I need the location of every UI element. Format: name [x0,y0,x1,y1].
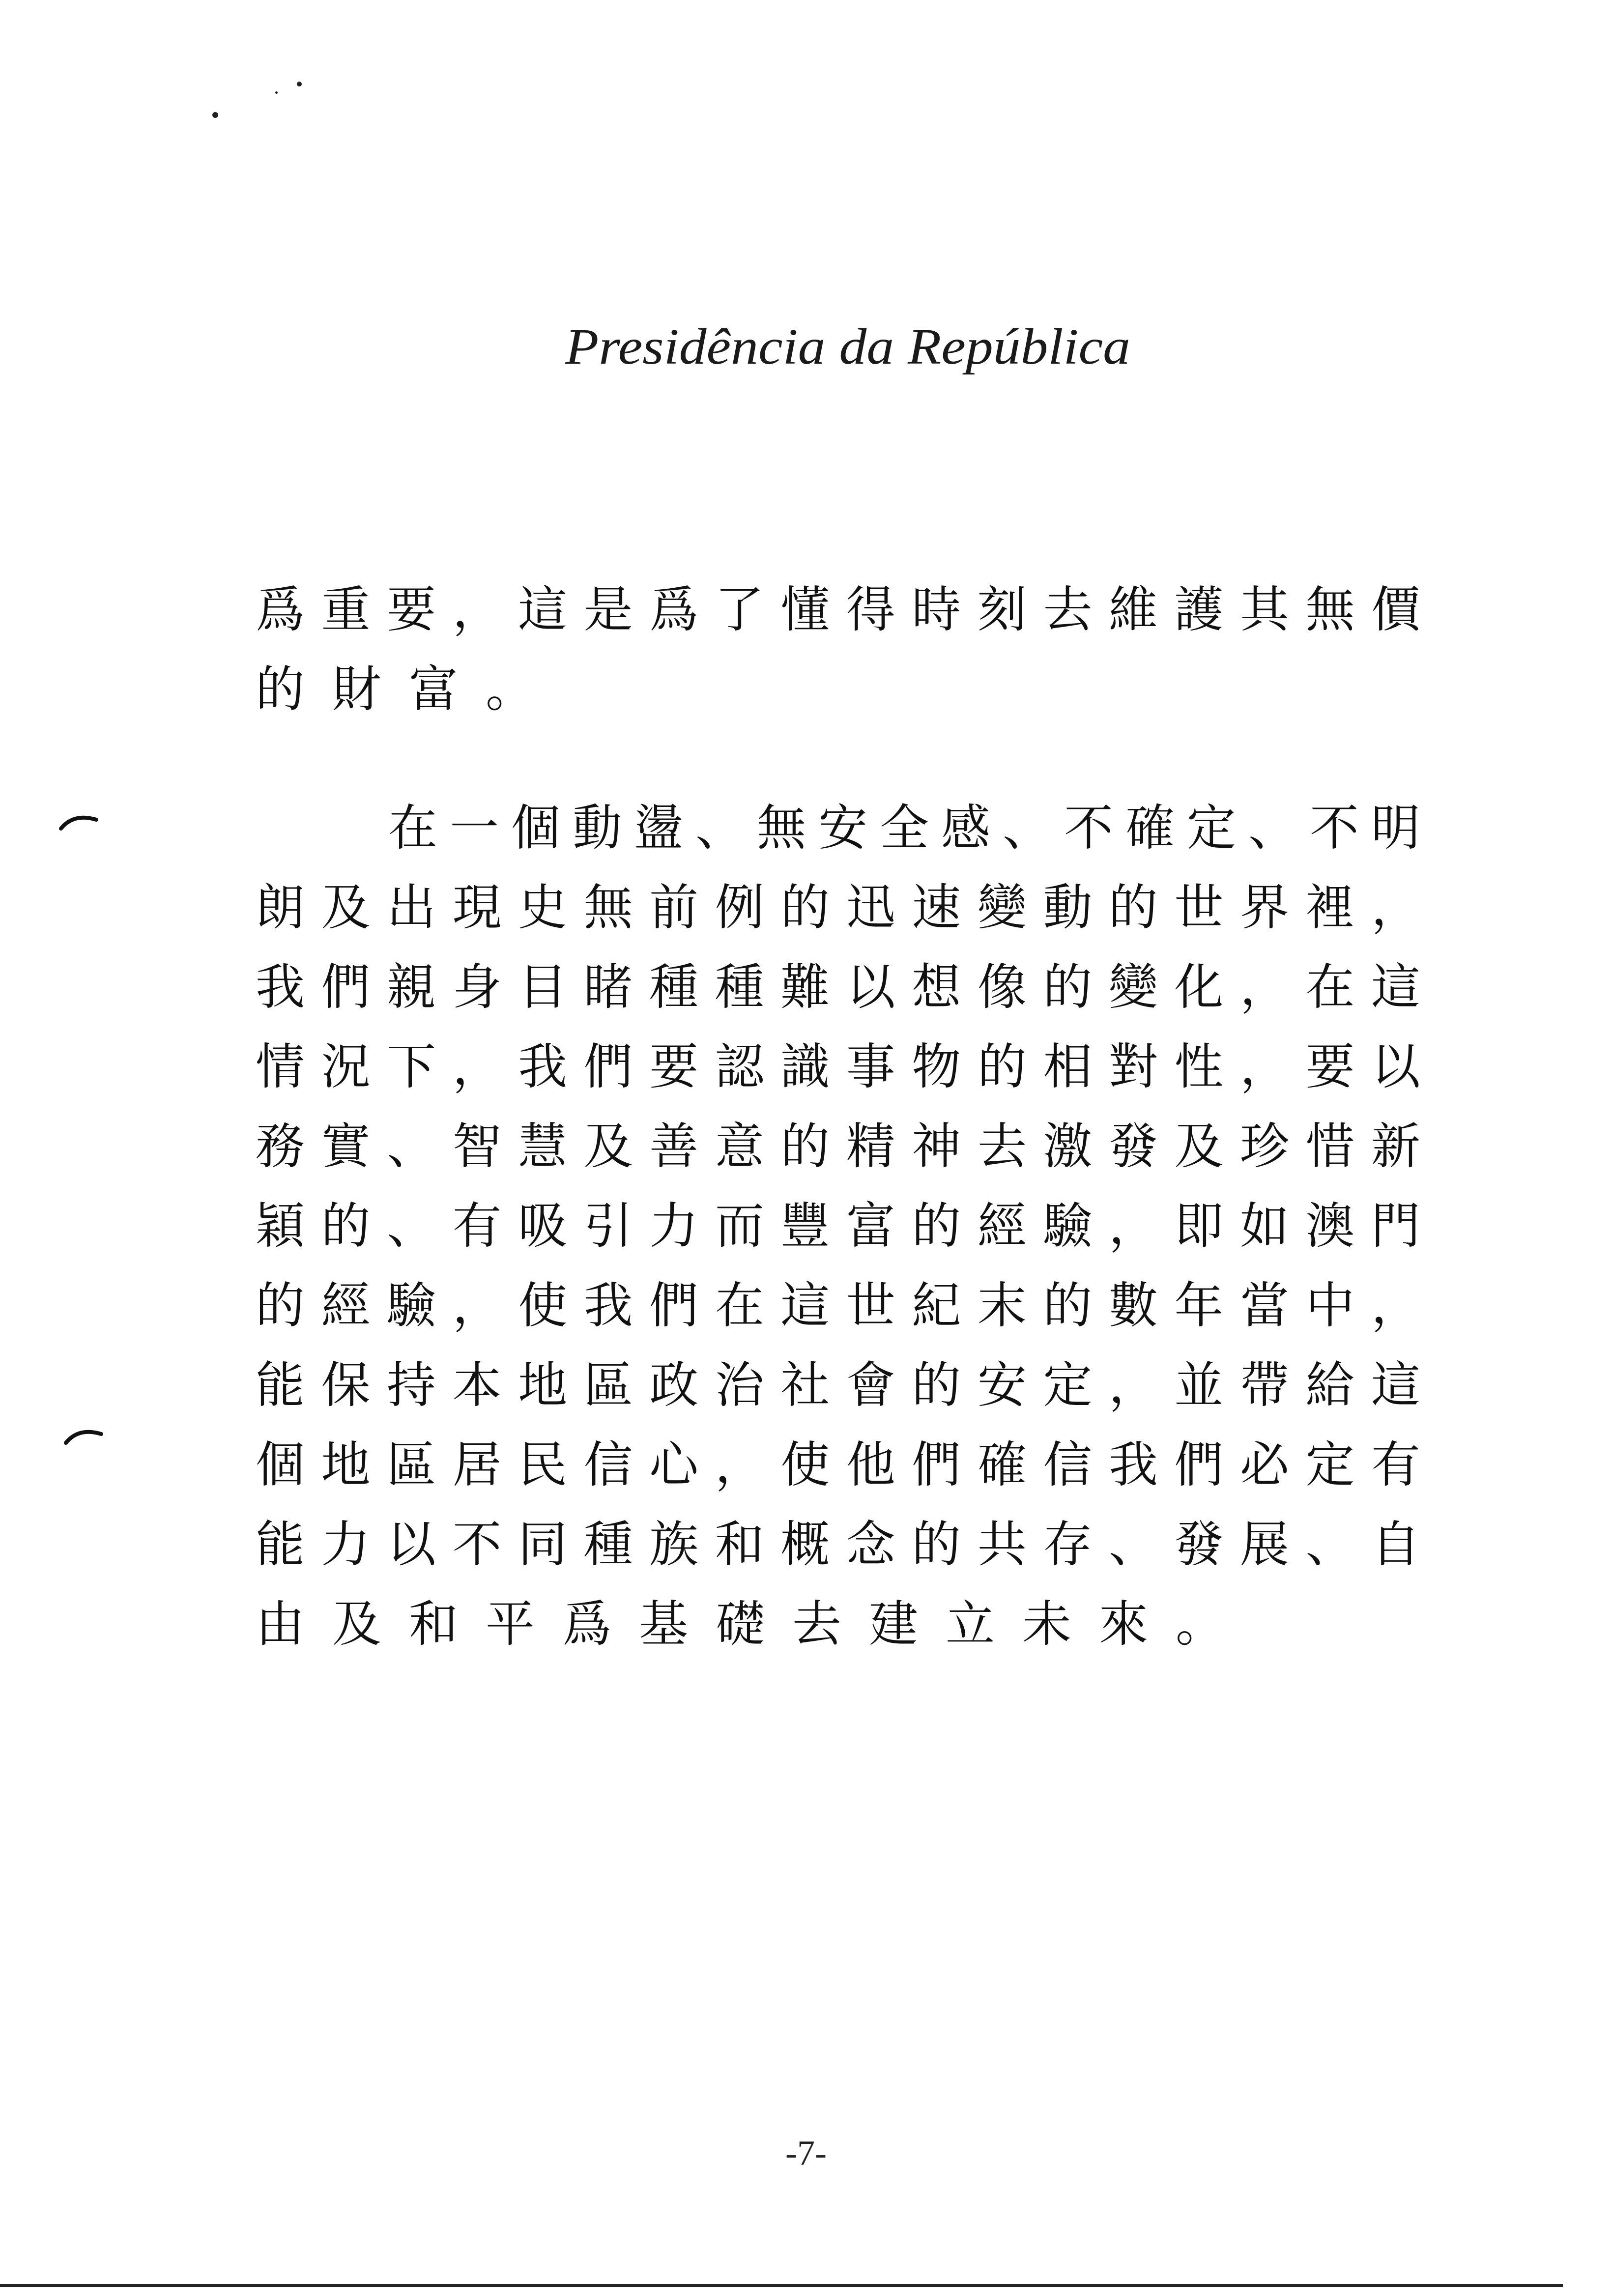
text-line: 朗及出現史無前例的迅速變動的世界裡， [256,879,1420,936]
letterhead-title: Presidência da República [565,318,1130,375]
scan-edge-line [0,2284,1563,2287]
scan-speck [297,82,302,86]
text-line: 爲重要，這是爲了懂得時刻去維護其無價 [256,581,1420,638]
page-number: -7- [785,2133,827,2173]
text-line: 由及和平爲基礎去建立未來。 [256,1595,1252,1653]
paragraph-1 [256,570,1420,729]
text-line: 能保持本地區政治社會的安定，並帶給這 [256,1356,1420,1414]
text-line: 個地區居民信心，使他們確信我們必定有 [256,1436,1420,1493]
paragraph-gap [256,729,1420,788]
text-line: 我們親身目睹種種難以想像的變化，在這 [256,958,1420,1016]
text-line: 穎的、有吸引力而豐富的經驗，即如澳門 [256,1197,1420,1255]
letterhead [565,315,1130,383]
text-line: 的財富。 [256,660,562,718]
scan-speck [275,91,278,94]
text-line: 在一個動盪、無安全感、不確定、不明 [388,799,1420,857]
letterhead-script [565,315,1130,383]
text-line: 情況下，我們要認識事物的相對性，要以 [256,1038,1420,1095]
body-text [256,570,1420,1664]
text-line: 能力以不同種族和概念的共存、發展、自 [256,1516,1420,1573]
hole-punch-mark [59,811,98,831]
scan-speck [212,112,218,118]
paragraph-2 [256,788,1420,1664]
text-line: 務實、智慧及善意的精神去激發及珍惜新 [256,1118,1420,1175]
text-line: 的經驗，使我們在這世紀末的數年當中， [256,1277,1420,1334]
hole-punch-mark [64,1425,103,1445]
